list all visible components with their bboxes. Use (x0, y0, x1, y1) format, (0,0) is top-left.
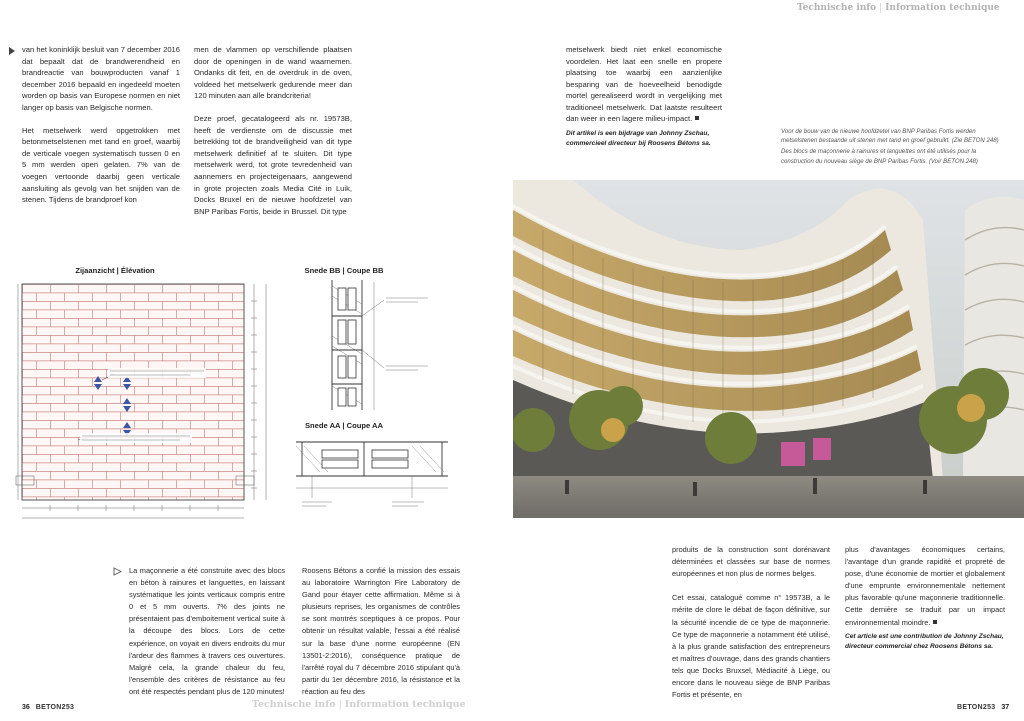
paragraph: Roosens Bétons a confié la mission des essais au laboratoire Warrington Fire Laboratory de Gand pour étayer cette affirmation. Même si à plusieurs reprises, les organismes de contrôles se sont montrés sceptiques à ce propos. Pour obtenir un résultat valable, l'essai a été réalisé sur la base d'une norme européenne (EN 13501-2:2016), conséquence pratique de l'arrêté royal du 7 décembre 2016 stipulant qu'à partir du 1er décembre 2016, la résistance et la réaction au feu des (302, 566, 460, 696)
header-section-nl: Technische info (797, 3, 877, 13)
dutch-column-1 (22, 44, 180, 206)
continuation-arrow-outline-icon (113, 567, 122, 576)
paragraph: van het koninklijk besluit van 7 december 2016 dat bepaalt dat de brandwerendheid en brandreactie van bouwproducten vanaf 1 december 2016 bepaald en ingedeeld moeten worden op basis van Europese normen en niet langer op basis van Belgische normen. (22, 45, 180, 112)
magazine-name: BETON253 (35, 704, 75, 711)
dutch-column-2 (194, 44, 352, 217)
footer-section-fr: Information technique (344, 699, 466, 710)
french-column-2 (302, 565, 460, 698)
french-column-1 (129, 565, 285, 698)
section-aa-drawing (292, 432, 452, 518)
paragraph: produits de la construction sont dorénavant déterminées et classées sur base de normes européennes et non plus de normes belges. (672, 545, 830, 579)
paragraph: plus d'avantages économiques certains, l'avantage d'un grande rapidité et propreté de pose, d'une économie de mortier et globalement d'une emprunte environnementale nettement plus favorable qu'une maçonnerie traditionnelle. Cette dernière se traduit par un impact environnemental moindre. (845, 545, 1005, 627)
elevation-title: Zijaanzicht | Élévation (75, 266, 155, 275)
dutch-column-3 (566, 44, 722, 125)
page-number: 37 (1001, 704, 1010, 711)
page-number: 36 (22, 704, 30, 711)
section-bb-title: Snede BB | Coupe BB (304, 266, 384, 275)
header-section-fr: Information technique (885, 3, 1000, 13)
paragraph: Cet essai, catalogué comme n° 19573B, a le mérite de clore le débat de façon définitive, sur la sécurité incendie de ce type de maçonnerie. Ce type de maçonnerie a notamment été utilisé, à la plus grande satisfaction des entrepreneurs et maîtres d'ouvrage, dans des grands chantiers tels que Docks Bruxsel, Médiacité à Liège, ou encore dans le nouveau siège de BNP Paribas Fortis et présente, en (672, 593, 830, 700)
paragraph: metselwerk biedt niet enkel economische voordelen. Het laat een snelle en propere plaatsing toe waarbij een aanzienlijke besparing van de hoeveelheid benodigde mortel gerealiseerd wordt in vergelijking met traditioneel metselwerk. Dat laatste resulteert dan weer in een lagere milieu-impact. (566, 45, 722, 124)
dutch-author-credit: Dit artikel is een bijdrage van Johnny Zschau, commercieel directeur bij Roosens Bétons sa. (566, 130, 711, 147)
caption-nl: Voor de bouw van de nieuwe hoofdzetel van BNP Paribas Fortis werden metselstenen bestaande uit stenen met tand en groef gebruikt. (Zie BETON 248) (781, 128, 999, 145)
french-column-4 (845, 544, 1005, 629)
footer-section-tag: Technische info | Information technique (252, 699, 466, 710)
left-page-footer (22, 704, 74, 711)
photo-caption (781, 127, 1001, 166)
magazine-name: BETON253 (957, 704, 996, 711)
elevation-drawing (10, 278, 280, 524)
french-author-credit: Cet article est une contribution de Johnny Zschau, directeur commercial chez Roosens Bétons sa. (845, 633, 1004, 650)
paragraph: Het metselwerk werd opgetrokken met betonmetselstenen met tand en groef, waarbij de verticale voegen systematisch tussen 0 en 5 mm werden open gelaten. 7% van de voegen vertoonde daarbij geen verticale aansluiting als gevolg van het snijden van de stenen. Tijdens de brandproef kon (22, 125, 180, 205)
right-page-footer (957, 704, 1009, 711)
footer-section-nl: Technische info (252, 699, 336, 710)
section-bb-drawing (318, 276, 448, 416)
paragraph: Deze proef, gecatalogeerd als nr. 19573B, heeft de verdienste om de discussie met betrekking tot de brandveiligheid van dit type metselwerk definitief af te sluiten. Dit type metselwerk werd, tot grote tevredenheid van aannemers en projecteigenaars, aangewend in grote projecten zoals Media Cité in Luik, Docks Bruxel en de nieuwe hoofdzetel van BNP Paribas Fortis, beide in Brussel. Dit type (194, 114, 352, 216)
end-mark-icon (933, 620, 937, 624)
section-aa-title: Snede AA | Coupe AA (304, 421, 384, 430)
paragraph: men de vlammen op verschillende plaatsen door de openingen in de wand waarnemen. Ondanks dit feit, en de overdruk in de oven, voldeed het metselwerk gedurende meer dan 120 minuten aan alle brandcriteria! (194, 45, 352, 101)
french-column-3 (672, 544, 830, 701)
caption-fr: Des blocs de maçonnerie à rainures et languettes ont été utilisés pour la construction du nouveau siège de BNP Paribas Fortis. (Voir BETON 248) (781, 148, 978, 165)
building-photo (513, 180, 1024, 518)
end-mark-icon (695, 116, 699, 120)
paragraph: La maçonnerie a été construite avec des blocs en béton à rainures et languettes, en laissant systématique les joints verticaux compris entre 0 et 5 mm ouverts. 7% des joints ne présentaient pas d'emboitement vertical suite à la découpe des blocs. Lors de cette expérience, on voyait en divers endroits du mur l'ardeur des flammes à travers ces ouvertures. Malgré cela, la grande chaleur du feu, l'ensemble des critères de résistance au feu ont été respectés pendant plus de 120 minutes! (129, 566, 285, 696)
continuation-arrow-icon (9, 47, 15, 55)
header-section-tag: Technische info | Information technique (797, 3, 1000, 13)
masonry-wall (22, 284, 244, 500)
